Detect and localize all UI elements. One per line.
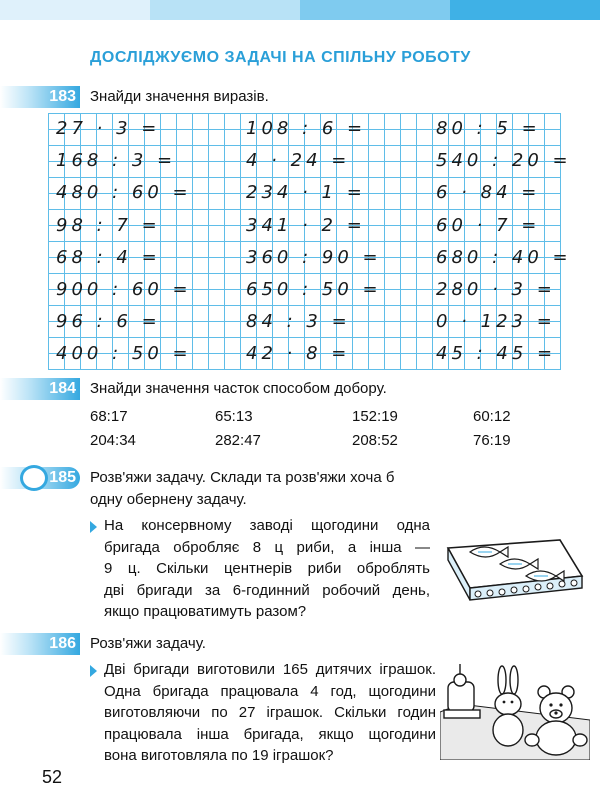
expression-item: 680 : 40 =	[436, 246, 572, 268]
task-185-problem	[104, 515, 430, 623]
quotient-item: 208:52	[352, 432, 398, 449]
expression-item: 96 : 6 =	[56, 311, 161, 333]
task-184-badge: 184	[0, 378, 80, 400]
page-number: 52	[42, 767, 63, 787]
quotient-item: 152:19	[352, 408, 398, 425]
task-185-ring-icon	[20, 465, 48, 491]
expression-item: 0 · 123 =	[436, 311, 556, 333]
problem-line: вона виготовляла по 19 іграшок?	[104, 747, 334, 764]
expression-item: 234 · 1 =	[246, 182, 366, 204]
problem-line: якщо працюватимуть разом?	[104, 603, 307, 620]
expression-item: 360 : 90 =	[246, 246, 382, 268]
problem-line: бригада обробляє 8 ц риби, а інша —	[104, 538, 430, 556]
section-title: ДОСЛІДЖУЄМО ЗАДАЧІ НА СПІЛЬНУ РОБОТУ	[90, 49, 471, 66]
quotient-item: 282:47	[215, 432, 261, 449]
quotient-item: 204:34	[90, 432, 136, 449]
toy-bunny-bear-illustration	[440, 660, 590, 760]
fish-conveyor-illustration	[440, 518, 590, 610]
task-186-problem	[104, 659, 436, 767]
top-decorative-band	[0, 0, 600, 20]
expression-item: 900 : 60 =	[56, 279, 192, 300]
expression-item: 60 · 7 =	[436, 214, 541, 236]
expression-item: 480 : 60 =	[56, 182, 192, 204]
expression-item: 168 : 3 =	[56, 150, 177, 172]
expression-item: 80 : 5 =	[436, 118, 541, 139]
problem-line: 9 ц. Скільки центнерів риби оброблять	[104, 560, 430, 577]
task-186-instruction: Розв'яжи задачу.	[90, 635, 206, 652]
expression-item: 280 · 3 =	[436, 279, 556, 300]
task-184-instruction: Знайди значення часток способом добору.	[90, 380, 387, 397]
expression-item: 6 · 84 =	[436, 182, 541, 204]
expression-item: 45 : 45 =	[436, 343, 557, 365]
expression-item: 4 · 24 =	[246, 150, 351, 172]
expression-item: 27 · 3 =	[56, 118, 161, 139]
expression-item: 42 · 8 =	[246, 343, 351, 365]
problem-line: виготовляючи по 27 іграшок. Скільки годин	[104, 704, 436, 721]
quotient-item: 76:19	[473, 432, 511, 449]
problem-line: Одна бригада працювала 4 год, щогодини	[104, 682, 436, 700]
problem-line: Дві бригади виготовили 165 дитячих іграшок.	[104, 661, 436, 678]
expression-item: 650 : 50 =	[246, 279, 382, 300]
task-183-badge: 183	[0, 86, 80, 108]
triangle-bullet-icon	[90, 521, 97, 533]
quotient-item: 65:13	[215, 408, 253, 425]
task-185-badge: 185	[0, 467, 80, 489]
expression-item: 108 : 6 =	[246, 118, 367, 139]
triangle-bullet-icon	[90, 665, 97, 677]
problem-line: працювала інша бригада, якщо щогодини	[104, 725, 436, 743]
task-183-instruction: Знайди значення виразів.	[90, 88, 269, 105]
task-185-instruction: Розв'яжи задачу. Склади та розв'яжи хоча б одну обернену задачу.	[90, 469, 395, 508]
expression-item: 98 : 7 =	[56, 214, 161, 236]
quotient-item: 68:17	[90, 408, 128, 425]
expression-item: 400 : 50 =	[56, 343, 192, 365]
expression-item: 341 · 2 =	[246, 214, 366, 236]
expression-item: 68 : 4 =	[56, 246, 161, 268]
task-186-badge: 186	[0, 633, 80, 655]
quotient-item: 60:12	[473, 408, 511, 425]
problem-line: дві бригади за 6-годинний робочий день,	[104, 581, 430, 599]
expression-item: 84 : 3 =	[246, 311, 351, 333]
expression-item: 540 : 20 =	[436, 150, 572, 172]
problem-line: На консервному заводі щогодини одна	[104, 517, 430, 534]
